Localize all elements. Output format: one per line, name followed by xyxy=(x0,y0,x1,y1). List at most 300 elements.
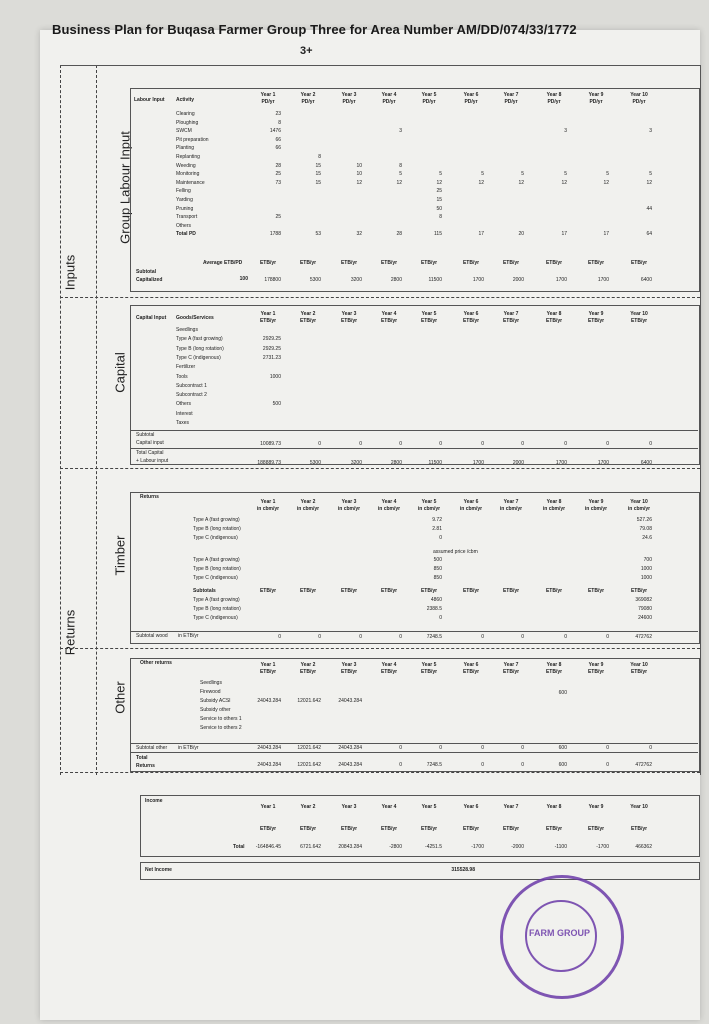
net-income-label: Net Income xyxy=(145,867,172,873)
labour-unit-6: PD/yr xyxy=(464,99,478,105)
labour-value-r3-y1: 66 xyxy=(275,136,281,143)
other-total-y10: 472762 xyxy=(635,762,652,768)
timber-year-1: Year 1 xyxy=(260,499,276,505)
activity-header: Activity xyxy=(176,97,195,103)
timber-etb-unit-6: ETB/yr xyxy=(462,588,480,594)
capital-subtotal-y9: 0 xyxy=(606,441,609,447)
timber-sub-item-0: Type A (fast growing) xyxy=(193,597,240,603)
income-unit-2: ETB/yr xyxy=(299,826,317,832)
capital-total-y2: 5300 xyxy=(309,460,321,466)
subtotal-wood-unit: in ETB/yr xyxy=(178,633,199,639)
other-subtotal-label: Subtotal other xyxy=(136,745,168,751)
labour-value-r5-y2: 8 xyxy=(318,154,321,160)
labour-value-r14-y5: 115 xyxy=(434,231,442,238)
other-subtotal-y3: 24043.284 xyxy=(338,745,362,751)
income-unit-1: ETB/yr xyxy=(259,826,277,832)
document-title: Business Plan for Buqasa Farmer Group Three for Area Number AM/DD/074/33/1772 xyxy=(52,22,577,37)
capital-item-3: Type C (indigenous) xyxy=(176,354,221,361)
capital-year-6: Year 6 xyxy=(463,311,479,317)
capital-year-4: Year 4 xyxy=(381,311,397,317)
timber-price-item-1: Type B (long rotation) xyxy=(193,566,241,572)
other-total-y9: 0 xyxy=(606,762,609,768)
other-year-7: Year 7 xyxy=(503,662,519,668)
timber-price-y5-0: 500 xyxy=(433,557,442,563)
capital-total-label2: + Labour input xyxy=(136,458,169,464)
labour-etb-unit-10: ETB/yr xyxy=(630,260,648,266)
timber-volume-y5-1: 2.81 xyxy=(432,526,442,532)
labour-etb-unit-5: ETB/yr xyxy=(420,260,438,266)
capital-subtotal-y10: 0 xyxy=(649,441,652,447)
labour-value-r8-y10: 12 xyxy=(646,179,652,186)
other-total-y1: 24043.284 xyxy=(257,762,281,768)
other-total-y6: 0 xyxy=(481,762,484,768)
labour-value-r7-y8: 5 xyxy=(564,171,567,178)
capital-total-y5: 11500 xyxy=(428,460,442,466)
labour-subtotal-y10: 6400 xyxy=(640,277,652,283)
capital-total-y6: 1700 xyxy=(472,460,484,466)
income-y10: 466362 xyxy=(635,844,652,850)
income-y8: -1100 xyxy=(554,844,567,850)
timber-sub-y10-2: 24600 xyxy=(638,615,652,621)
timber-etb-unit-9: ETB/yr xyxy=(587,588,605,594)
capital-subtotal-y2: 0 xyxy=(318,441,321,447)
labour-activity-9: Felling xyxy=(176,188,191,195)
other-year-3: Year 3 xyxy=(341,662,357,668)
labour-subtotal-y8: 1700 xyxy=(555,277,567,283)
timber-sub-y5-1: 2388.5 xyxy=(426,606,442,612)
timber-price-y5-2: 850 xyxy=(433,575,442,581)
income-year-2: Year 2 xyxy=(300,804,316,810)
timber-subtotal-wood-y6: 0 xyxy=(481,634,484,640)
labour-value-r2-y8: 3 xyxy=(564,128,567,135)
other-item-3: Subsidy other xyxy=(200,707,231,713)
other-total-y8: 600 xyxy=(558,762,567,768)
capital-year-7: Year 7 xyxy=(503,311,519,317)
income-year-7: Year 7 xyxy=(503,804,519,810)
labour-etb-unit-3: ETB/yr xyxy=(340,260,358,266)
timber-etb-unit-8: ETB/yr xyxy=(545,588,563,594)
sep-timber xyxy=(60,648,700,649)
labour-subtotal-y3: 3200 xyxy=(350,277,362,283)
other-subtotal-y4: 0 xyxy=(399,745,402,751)
labour-year-4: Year 4 xyxy=(381,92,397,98)
timber-year-2: Year 2 xyxy=(300,499,316,505)
timber-volume-item-1: Type B (long rotation) xyxy=(193,526,241,532)
labour-activity-12: Transport xyxy=(176,214,198,221)
labour-year-9: Year 9 xyxy=(588,92,604,98)
labour-etb-unit-6: ETB/yr xyxy=(462,260,480,266)
labour-activity-8: Maintenance xyxy=(176,179,205,186)
other-year-5: Year 5 xyxy=(421,662,437,668)
other-subtotal-y8: 600 xyxy=(558,745,567,751)
capital-year-1: Year 1 xyxy=(260,311,276,317)
capital-total-y1: 188889.73 xyxy=(257,460,281,466)
net-income-box xyxy=(140,862,700,880)
capital-subtotal-label: Subtotal xyxy=(136,432,155,438)
capital-unit-8: ETB/yr xyxy=(545,318,563,324)
capital-total-label: Total Capital xyxy=(136,450,164,456)
frame-right xyxy=(700,65,701,775)
labour-unit-3: PD/yr xyxy=(342,99,356,105)
other-total-y5: 7248.5 xyxy=(426,762,442,768)
income-year-9: Year 9 xyxy=(588,804,604,810)
capital-item-0: Seedlings xyxy=(176,327,198,333)
frame-left xyxy=(60,65,61,775)
timber-etb-unit-1: ETB/yr xyxy=(259,588,277,594)
other-item-0: Seedlings xyxy=(200,680,222,686)
other-total-y7: 0 xyxy=(521,762,524,768)
capital-subtotal-line xyxy=(130,430,698,431)
capital-unit-2: ETB/yr xyxy=(299,318,317,324)
capital-item-8: Others xyxy=(176,401,192,408)
labour-etb-unit-4: ETB/yr xyxy=(380,260,398,266)
other-subtotal-unit: in ETB/yr xyxy=(178,745,199,751)
timber-volume-y5-0: 9.72 xyxy=(432,517,442,523)
timber-price-y5-1: 850 xyxy=(433,566,442,572)
frame-top xyxy=(60,65,700,66)
capital-item-6: Subcontract 1 xyxy=(176,382,207,389)
other-total-label2: Returns xyxy=(136,763,155,769)
labour-value-r8-y2: 15 xyxy=(315,179,321,186)
timber-unit-2: in cbm/yr xyxy=(296,506,320,512)
capital-label: Capital xyxy=(112,352,128,393)
capital-input-label: Capital input xyxy=(136,440,164,446)
income-year-4: Year 4 xyxy=(381,804,397,810)
labour-year-2: Year 2 xyxy=(300,92,316,98)
income-y1: -164846.45 xyxy=(255,844,281,850)
labour-unit-4: PD/yr xyxy=(382,99,396,105)
labour-subtotal-y7: 2000 xyxy=(512,277,524,283)
capital-value-3: 2731.23 xyxy=(262,354,281,361)
timber-subtotal-wood-y2: 0 xyxy=(318,634,321,640)
labour-value-r0-y1: 23 xyxy=(275,111,281,117)
labour-activity-14: Total PD xyxy=(176,231,196,238)
timber-subtotal-wood-y7: 0 xyxy=(521,634,524,640)
inputs-label: Inputs xyxy=(62,254,78,291)
capital-subtotal-y8: 0 xyxy=(564,441,567,447)
timber-etb-unit-7: ETB/yr xyxy=(502,588,520,594)
labour-value-r1-y1: 8 xyxy=(278,119,281,126)
labour-unit-8: PD/yr xyxy=(547,99,561,105)
labour-header: Labour Input xyxy=(134,97,165,103)
price-label: assumed price /cbm xyxy=(433,549,478,555)
labour-value-r14-y9: 17 xyxy=(603,231,609,238)
timber-sub-item-2: Type C (indigenous) xyxy=(193,615,238,621)
capital-unit-5: ETB/yr xyxy=(420,318,438,324)
other-subsidy-y3: 24043.284 xyxy=(338,698,362,704)
labour-value-r14-y4: 28 xyxy=(396,231,402,238)
labour-unit-9: PD/yr xyxy=(589,99,603,105)
capital-unit-1: ETB/yr xyxy=(259,318,277,324)
income-y7: -2000 xyxy=(511,844,524,850)
frame-left-inner xyxy=(96,65,97,775)
other-year-10: Year 10 xyxy=(630,662,648,668)
other-unit-9: ETB/yr xyxy=(587,669,605,675)
income-header: Income xyxy=(145,798,163,804)
other-year-4: Year 4 xyxy=(381,662,397,668)
labour-value-r7-y4: 5 xyxy=(399,171,402,178)
timber-unit-7: in cbm/yr xyxy=(499,506,523,512)
timber-etb-unit-10: ETB/yr xyxy=(630,588,648,594)
income-year-8: Year 8 xyxy=(546,804,562,810)
capital-header: Capital Input xyxy=(136,315,167,321)
labour-value-r8-y6: 12 xyxy=(478,179,484,186)
labour-value-r8-y4: 12 xyxy=(396,179,402,186)
other-year-6: Year 6 xyxy=(463,662,479,668)
timber-unit-5: in cbm/yr xyxy=(417,506,441,512)
labour-unit-10: PD/yr xyxy=(632,99,646,105)
income-y2: 6721.642 xyxy=(300,844,321,850)
income-unit-8: ETB/yr xyxy=(545,826,563,832)
income-unit-5: ETB/yr xyxy=(420,826,438,832)
labour-value-r8-y3: 12 xyxy=(356,179,362,186)
other-unit-4: ETB/yr xyxy=(380,669,398,675)
labour-subtotal-y9: 1700 xyxy=(597,277,609,283)
income-year-6: Year 6 xyxy=(463,804,479,810)
labour-value-r14-y10: 64 xyxy=(646,231,652,238)
timber-subtotals-label: Subtotals xyxy=(193,588,216,594)
labour-year-1: Year 1 xyxy=(260,92,276,98)
other-total-label: Total xyxy=(136,755,148,761)
capital-unit-10: ETB/yr xyxy=(630,318,648,324)
labour-value-r6-y3: 10 xyxy=(356,162,362,169)
other-unit-3: ETB/yr xyxy=(340,669,358,675)
labour-unit-5: PD/yr xyxy=(422,99,436,105)
labour-value-r7-y1: 25 xyxy=(275,171,281,178)
other-subtotal-y7: 0 xyxy=(521,745,524,751)
timber-unit-10: in cbm/yr xyxy=(627,506,651,512)
labour-value-r8-y5: 12 xyxy=(436,179,442,186)
capital-year-8: Year 8 xyxy=(546,311,562,317)
capital-year-9: Year 9 xyxy=(588,311,604,317)
labour-value-r7-y5: 5 xyxy=(439,171,442,178)
stamp-text: FARM GROUP xyxy=(529,928,591,938)
capital-item-5: Tools xyxy=(176,373,188,380)
timber-etb-unit-3: ETB/yr xyxy=(340,588,358,594)
labour-activity-4: Planting xyxy=(176,145,195,152)
labour-value-r12-y5: 8 xyxy=(439,214,442,221)
timber-year-10: Year 10 xyxy=(630,499,648,505)
timber-unit-8: in cbm/yr xyxy=(542,506,566,512)
labour-activity-1: Ploughing xyxy=(176,119,199,126)
labour-subtotal-y5: 11500 xyxy=(428,277,442,283)
labour-value-r2-y1: 1476 xyxy=(269,128,281,135)
timber-volume-item-0: Type A (fast growing) xyxy=(193,517,240,523)
timber-unit-9: in cbm/yr xyxy=(584,506,608,512)
timber-subtotal-wood-y10: 472762 xyxy=(635,634,652,640)
income-year-5: Year 5 xyxy=(421,804,437,810)
timber-year-4: Year 4 xyxy=(381,499,397,505)
labour-value-r14-y1: 1788 xyxy=(269,231,281,238)
timber-year-6: Year 6 xyxy=(463,499,479,505)
timber-etb-unit-4: ETB/yr xyxy=(380,588,398,594)
other-unit-8: ETB/yr xyxy=(545,669,563,675)
group-labour-label: Group Labour Input xyxy=(117,131,133,244)
timber-etb-unit-2: ETB/yr xyxy=(299,588,317,594)
income-y6: -1700 xyxy=(471,844,484,850)
other-subsidy-y1: 24043.284 xyxy=(257,698,281,704)
labour-value-r2-y10: 3 xyxy=(649,128,652,135)
returns-header: Returns xyxy=(140,494,159,500)
income-unit-3: ETB/yr xyxy=(340,826,358,832)
labour-value-r14-y6: 17 xyxy=(478,231,484,238)
labour-etb-unit-2: ETB/yr xyxy=(299,260,317,266)
capital-total-y3: 3200 xyxy=(350,460,362,466)
capital-subtotal-y4: 0 xyxy=(399,441,402,447)
other-unit-1: ETB/yr xyxy=(259,669,277,675)
labour-subtotal-label: Subtotal xyxy=(136,269,156,275)
sep-labour xyxy=(60,297,700,298)
income-unit-10: ETB/yr xyxy=(630,826,648,832)
other-item-2: Subsidy ACSI xyxy=(200,698,231,704)
timber-price-item-0: Type A (fast growing) xyxy=(193,557,240,563)
timber-etb-unit-5: ETB/yr xyxy=(420,588,438,594)
labour-capitalized-label: Capitalized xyxy=(136,277,163,283)
labour-activity-6: Weeding xyxy=(176,162,196,169)
capital-item-4: Fertilizer xyxy=(176,364,196,371)
labour-value-r14-y2: 53 xyxy=(315,231,321,238)
capital-unit-3: ETB/yr xyxy=(340,318,358,324)
other-year-2: Year 2 xyxy=(300,662,316,668)
capital-subtotal-y5: 0 xyxy=(439,441,442,447)
other-subtotal-line xyxy=(130,743,698,744)
labour-year-6: Year 6 xyxy=(463,92,479,98)
timber-volume-item-2: Type C (indigenous) xyxy=(193,535,238,541)
other-total-y2: 12021.642 xyxy=(297,762,321,768)
timber-unit-3: in cbm/yr xyxy=(337,506,361,512)
timber-unit-6: in cbm/yr xyxy=(459,506,483,512)
avg-label: Average ETB/PD xyxy=(203,260,243,266)
other-subtotal-y9: 0 xyxy=(606,745,609,751)
timber-year-7: Year 7 xyxy=(503,499,519,505)
timber-price-y10-0: 700 xyxy=(643,557,652,563)
capital-item-2: Type B (long rotation) xyxy=(176,345,224,352)
income-unit-9: ETB/yr xyxy=(587,826,605,832)
labour-subtotal-y2: 5300 xyxy=(309,277,321,283)
income-y4: -2800 xyxy=(389,844,402,850)
capital-item-7: Subcontract 2 xyxy=(176,392,207,399)
capital-total-y9: 1700 xyxy=(597,460,609,466)
labour-activity-5: Replanting xyxy=(176,154,200,160)
labour-year-8: Year 8 xyxy=(546,92,562,98)
timber-unit-4: in cbm/yr xyxy=(377,506,401,512)
capital-item-10: Taxes xyxy=(176,420,190,426)
labour-value-r9-y5: 25 xyxy=(436,188,442,195)
timber-volume-y5-2: 0 xyxy=(439,535,442,541)
labour-unit-1: PD/yr xyxy=(261,99,275,105)
timber-year-3: Year 3 xyxy=(341,499,357,505)
capital-unit-7: ETB/yr xyxy=(502,318,520,324)
timber-sub-y5-0: 4860 xyxy=(430,597,442,603)
other-unit-6: ETB/yr xyxy=(462,669,480,675)
other-subtotal-y6: 0 xyxy=(481,745,484,751)
timber-volume-y10-0: 527.26 xyxy=(636,517,652,523)
capital-year-2: Year 2 xyxy=(300,311,316,317)
other-label: Other xyxy=(112,681,128,714)
labour-value-r7-y3: 10 xyxy=(356,171,362,178)
labour-unit-7: PD/yr xyxy=(504,99,518,105)
timber-subtotal-wood-y4: 0 xyxy=(399,634,402,640)
timber-label: Timber xyxy=(112,535,128,576)
labour-value-r2-y4: 3 xyxy=(399,128,402,135)
capital-year-10: Year 10 xyxy=(630,311,648,317)
sep-capital xyxy=(60,468,700,469)
timber-year-5: Year 5 xyxy=(421,499,437,505)
capital-value-5: 1000 xyxy=(269,373,281,380)
other-item-5: Service to others 2 xyxy=(200,725,242,731)
labour-value-r14-y8: 17 xyxy=(561,231,567,238)
document-subtitle: 3+ xyxy=(300,45,313,57)
labour-value-r14-y7: 20 xyxy=(518,231,524,238)
labour-value-r6-y4: 8 xyxy=(399,162,402,169)
labour-value-r8-y9: 12 xyxy=(603,179,609,186)
capital-subtotal-y7: 0 xyxy=(521,441,524,447)
other-subtotal-y1: 24043.284 xyxy=(257,745,281,751)
labour-value-r6-y2: 15 xyxy=(315,162,321,169)
labour-year-3: Year 3 xyxy=(341,92,357,98)
timber-subtotal-wood-y1: 0 xyxy=(278,634,281,640)
timber-sub-y10-1: 79080 xyxy=(638,606,652,612)
capital-item-1: Type A (fast growing) xyxy=(176,336,223,343)
labour-activity-13: Others xyxy=(176,222,192,229)
other-subtotal-y10: 0 xyxy=(649,745,652,751)
other-unit-2: ETB/yr xyxy=(299,669,317,675)
other-item-4: Service to others 1 xyxy=(200,716,242,722)
timber-year-9: Year 9 xyxy=(588,499,604,505)
income-year-1: Year 1 xyxy=(260,804,276,810)
capital-subtotal-y3: 0 xyxy=(359,441,362,447)
capital-total-y8: 1700 xyxy=(555,460,567,466)
sep-other xyxy=(60,772,700,773)
capital-unit-6: ETB/yr xyxy=(462,318,480,324)
other-year-8: Year 8 xyxy=(546,662,562,668)
labour-value-r7-y6: 5 xyxy=(481,171,484,178)
avg-value: 100 xyxy=(239,276,248,282)
income-year-3: Year 3 xyxy=(341,804,357,810)
labour-value-r7-y9: 5 xyxy=(606,171,609,178)
timber-year-8: Year 8 xyxy=(546,499,562,505)
timber-subtotal-wood-y9: 0 xyxy=(606,634,609,640)
labour-unit-2: PD/yr xyxy=(301,99,315,105)
other-year-9: Year 9 xyxy=(588,662,604,668)
capital-unit-4: ETB/yr xyxy=(380,318,398,324)
timber-subtotal-wood-y3: 0 xyxy=(359,634,362,640)
labour-subtotal-y4: 2800 xyxy=(390,277,402,283)
income-unit-7: ETB/yr xyxy=(502,826,520,832)
timber-price-item-2: Type C (indigenous) xyxy=(193,575,238,581)
capital-total-y7: 2000 xyxy=(512,460,524,466)
income-y9: -1700 xyxy=(596,844,609,850)
labour-activity-11: Pruning xyxy=(176,205,194,212)
labour-etb-unit-1: ETB/yr xyxy=(259,260,277,266)
capital-value-2: 2929.25 xyxy=(262,345,281,352)
capital-total-y4: 2800 xyxy=(390,460,402,466)
labour-activity-3: Pit preparation xyxy=(176,136,209,143)
capital-total-y10: 6400 xyxy=(640,460,652,466)
timber-subtotal-wood-y8: 0 xyxy=(564,634,567,640)
labour-value-r10-y5: 15 xyxy=(436,197,442,203)
other-unit-10: ETB/yr xyxy=(630,669,648,675)
income-unit-6: ETB/yr xyxy=(462,826,480,832)
income-year-10: Year 10 xyxy=(630,804,648,810)
labour-value-r11-y10: 44 xyxy=(646,205,652,212)
timber-subtotal-line xyxy=(130,631,698,632)
capital-subtotal-y1: 10089.73 xyxy=(260,441,281,447)
labour-value-r7-y2: 15 xyxy=(315,171,321,178)
labour-value-r12-y1: 25 xyxy=(275,214,281,221)
timber-subtotal-wood-y5: 7248.5 xyxy=(426,634,442,640)
labour-subtotal-y1: 178800 xyxy=(264,277,281,283)
